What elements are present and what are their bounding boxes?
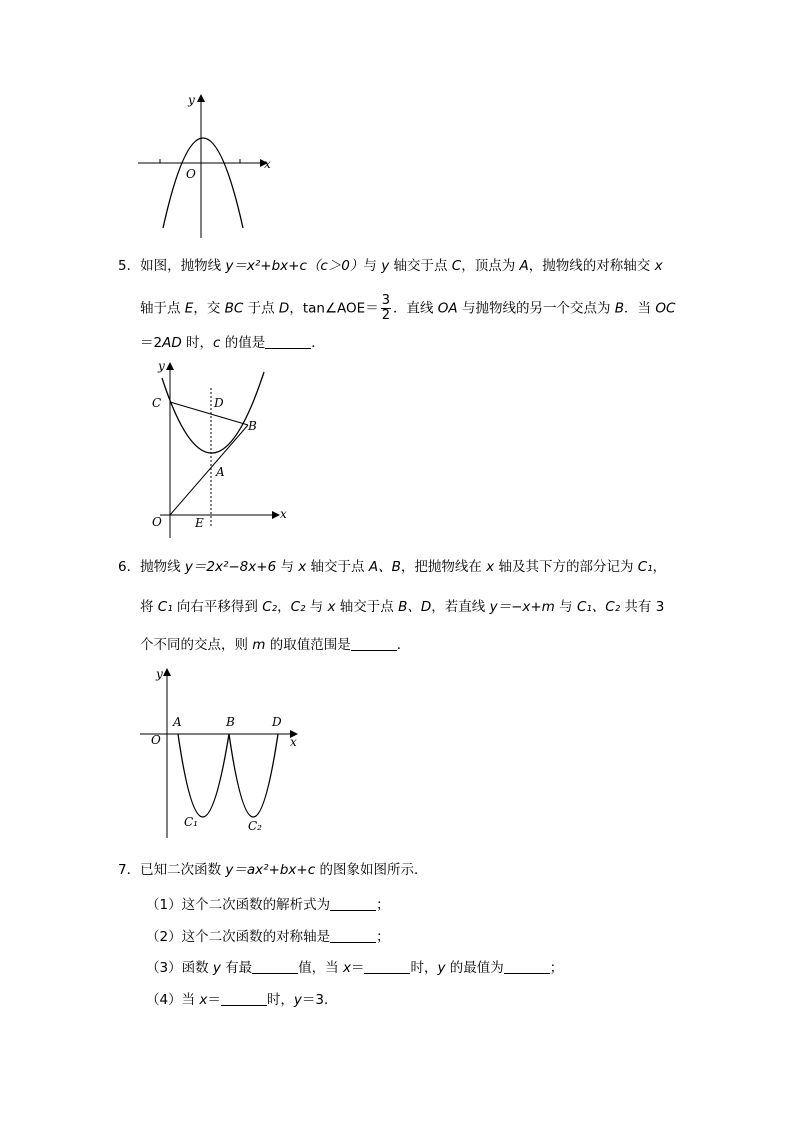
y-axis-arrow — [197, 94, 205, 102]
math: x — [486, 559, 495, 575]
text: ．直线 — [393, 300, 438, 317]
figure-q4-parabola — [130, 88, 280, 240]
text: 如图，抛物线 — [140, 258, 226, 274]
text: 于点 — [243, 300, 279, 317]
text: 向右平移得到 — [172, 599, 263, 615]
math: C — [451, 258, 462, 274]
text: 与 — [276, 559, 299, 575]
answer-blank[interactable] — [351, 636, 397, 651]
text: ． — [396, 637, 411, 653]
answer-blank[interactable] — [364, 959, 410, 974]
q6-line1 — [118, 557, 666, 577]
origin-label: O — [186, 167, 196, 181]
text: ． — [311, 335, 325, 351]
x-axis-arrow — [272, 511, 280, 519]
label-x: x — [280, 507, 287, 521]
math: C₂ — [290, 599, 306, 615]
label-O: O — [152, 515, 162, 529]
math: x — [342, 960, 351, 976]
fraction — [381, 294, 391, 323]
math: C₂ — [262, 599, 278, 615]
text: 轴交于点 — [306, 559, 369, 575]
text: ； — [376, 897, 390, 913]
q6-line2 — [140, 597, 664, 617]
text: 共有 3 — [620, 599, 665, 615]
math: x — [298, 559, 307, 575]
fraction-numerator: 3 — [381, 293, 390, 308]
q7-intro — [118, 860, 427, 880]
text: 时， — [181, 335, 214, 351]
label-B: B — [248, 419, 257, 433]
text: ，交 — [193, 300, 225, 317]
text: 轴及其下方的部分记为 — [494, 559, 638, 575]
text: 的最值为 — [445, 960, 504, 976]
math: c — [213, 335, 221, 351]
math: y＝ax²+bx+c — [225, 862, 316, 878]
y-label: y — [188, 93, 195, 107]
parabola-curve — [162, 372, 264, 453]
answer-blank[interactable] — [504, 959, 550, 974]
text: 与 — [554, 599, 577, 615]
text: （3）函数 — [146, 960, 213, 976]
text: （2）这个二次函数的对称轴是 — [146, 929, 331, 945]
text: ＝2 — [140, 335, 163, 351]
math: y — [381, 258, 390, 274]
answer-blank[interactable] — [252, 959, 298, 974]
q7-number: 7． — [118, 862, 141, 878]
text: ，tan∠AOE＝ — [289, 300, 379, 317]
math: y＝2x²−8x+6 — [184, 559, 277, 575]
q6-number: 6． — [118, 559, 141, 575]
text: ； — [376, 929, 390, 945]
text: 有最 — [220, 960, 253, 976]
q5-line1 — [118, 256, 663, 276]
text: 与 — [363, 258, 382, 274]
math: x — [327, 599, 336, 615]
math: m — [252, 637, 266, 653]
math: A、B — [368, 559, 401, 575]
text: 轴交于点 — [389, 258, 452, 274]
label-E: E — [195, 516, 204, 530]
segment-CB — [170, 402, 248, 425]
label-D: D — [214, 396, 224, 410]
text: 将 — [140, 599, 158, 615]
label-y: y — [156, 667, 163, 681]
q7-part3 — [146, 958, 563, 978]
line-OA-B — [170, 425, 248, 515]
q5-line2 — [140, 294, 675, 323]
text: 值，当 — [298, 960, 343, 976]
text: 轴交于点 — [335, 599, 399, 615]
math: x — [654, 258, 663, 274]
math: E — [184, 300, 194, 317]
text: 的取值范围是 — [265, 637, 351, 653]
math: y＝−x+m — [489, 599, 555, 615]
math: C₁、C₂ — [576, 599, 621, 615]
x-label: x — [264, 157, 271, 171]
q7-part1 — [146, 895, 390, 915]
figure-q6 — [140, 660, 310, 842]
text: ，顶点为 — [461, 258, 520, 274]
text: ，抛物线的对称轴交 — [528, 258, 655, 274]
q5-number: 5． — [118, 258, 141, 274]
q6-line3 — [140, 635, 410, 655]
text: （4）当 — [146, 992, 200, 1008]
curve-C1 — [178, 734, 229, 817]
label-x: x — [290, 735, 297, 749]
fraction-denominator: 2 — [381, 308, 390, 323]
label-C1: C₁ — [184, 815, 198, 829]
math: C₁ — [637, 559, 653, 575]
label-A: A — [216, 465, 225, 479]
label-C: C — [152, 396, 162, 410]
answer-blank[interactable] — [330, 928, 376, 943]
answer-blank[interactable] — [330, 896, 376, 911]
math: BC — [224, 300, 244, 317]
text: 已知二次函数 — [140, 862, 226, 878]
math: y — [437, 960, 446, 976]
q7-part4 — [146, 990, 337, 1010]
answer-blank[interactable] — [221, 991, 267, 1006]
text: 与 — [305, 599, 328, 615]
y-axis-arrow — [163, 668, 171, 676]
text: 的值是 — [220, 335, 266, 351]
text: 时， — [266, 992, 294, 1008]
y-axis-arrow — [166, 362, 174, 370]
text: ＝ — [350, 960, 365, 976]
math: B、D — [398, 599, 432, 615]
math: A — [519, 258, 529, 274]
text: ， — [277, 599, 291, 615]
answer-blank[interactable] — [265, 334, 311, 349]
label-O: O — [151, 733, 161, 747]
math: B — [614, 300, 625, 317]
q5-line3 — [140, 333, 325, 353]
math: y — [212, 960, 221, 976]
text: ，若直线 — [431, 599, 490, 615]
text: ＝3． — [301, 992, 338, 1008]
math: C₁ — [157, 599, 173, 615]
math: AD — [162, 335, 182, 351]
text: 时， — [410, 960, 438, 976]
text: 抛物线 — [140, 559, 185, 575]
label-D: D — [272, 715, 282, 729]
text: ．当 — [624, 300, 656, 317]
math: y — [293, 992, 302, 1008]
text: 的图象如图所示． — [315, 862, 428, 878]
text: 个不同的交点，则 — [140, 637, 253, 653]
curve-C2 — [229, 734, 278, 817]
text: ，把抛物线在 — [400, 559, 487, 575]
text: 轴于点 — [140, 300, 185, 317]
math: x — [199, 992, 208, 1008]
text: ＝ — [207, 992, 221, 1008]
text: （1）这个二次函数的解析式为 — [146, 897, 331, 913]
math: OA — [437, 300, 458, 317]
math: OC — [655, 300, 676, 317]
label-B: B — [226, 715, 235, 729]
text: 与抛物线的另一个交点为 — [457, 300, 615, 317]
label-y: y — [158, 359, 165, 373]
text: ， — [652, 559, 667, 575]
text: ； — [549, 960, 564, 976]
parabola-curve — [163, 138, 243, 228]
q7-part2 — [146, 927, 390, 947]
figure-q5 — [140, 356, 300, 541]
label-C2: C₂ — [248, 819, 262, 833]
math: D — [278, 300, 290, 317]
label-A: A — [173, 715, 182, 729]
math: y＝x²+bx+c（c＞0） — [225, 258, 364, 274]
